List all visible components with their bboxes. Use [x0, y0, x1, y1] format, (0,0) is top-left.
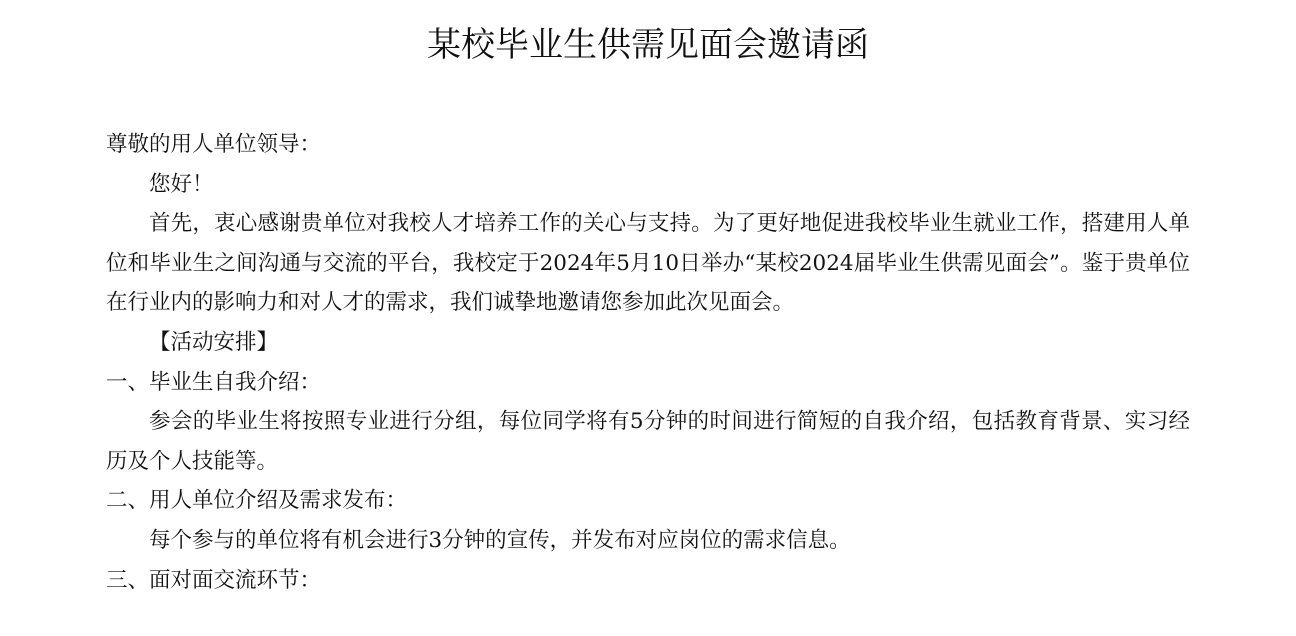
salutation: 尊敬的用人单位领导：	[106, 132, 322, 157]
section-text-employer-introduction: 每个参与的单位将有机会进行3分钟的宣传，并发布对应岗位的需求信息。	[149, 527, 851, 553]
document-title: 某校毕业生供需见面会邀请函	[427, 25, 869, 65]
greeting: 您好！	[149, 171, 214, 197]
section-text-self-introduction: 参会的毕业生将按照专业进行分组，每位同学将有5分钟的时间进行简短的自我介绍，包括教育背景、实习经历及个人技能等。	[106, 409, 1190, 474]
intro-paragraph: 首先，衷心感谢贵单位对我校人才培养工作的关心与支持。为了更好地促进我校毕业生就业工作，搭建用人单位和毕业生之间沟通与交流的平台，我校定于2024年5月10日举办“某校2024届毕业生供需见面会”。鉴于贵单位在行业内的影响力和对人才的需求，我们诚挚地邀请您参加此次见面会。	[106, 211, 1190, 316]
section-heading-face-to-face: 三、面对面交流环节：	[106, 567, 322, 593]
document-body	[106, 125, 1190, 600]
section-heading-self-introduction: 一、毕业生自我介绍：	[106, 369, 322, 395]
section-heading-employer-introduction: 二、用人单位介绍及需求发布：	[106, 488, 408, 514]
schedule-label: 【活动安排】	[149, 329, 279, 355]
